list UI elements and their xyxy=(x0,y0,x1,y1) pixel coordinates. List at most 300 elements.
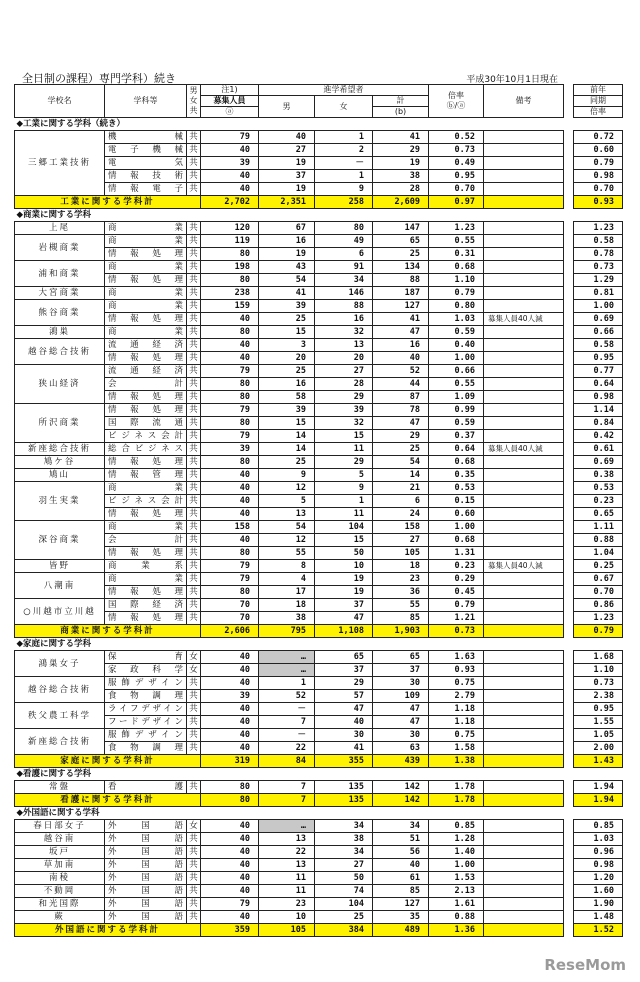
table-row xyxy=(15,469,564,482)
female-count: 41 xyxy=(315,742,373,755)
ratio: 0.45 xyxy=(429,586,484,599)
male-count: 55 xyxy=(259,547,315,560)
gender-type: 共 xyxy=(187,404,201,417)
section-spacer xyxy=(574,807,623,820)
header-dept: 学科等 xyxy=(105,85,187,118)
total-count: 27 xyxy=(373,534,429,547)
table-row xyxy=(15,898,564,911)
total-count: 40 xyxy=(373,859,429,872)
gender-type: 共 xyxy=(187,872,201,885)
total-ratio: 1.38 xyxy=(429,755,484,768)
table-row xyxy=(574,898,623,911)
gender-type: 共 xyxy=(187,690,201,703)
ratio: 1.58 xyxy=(429,742,484,755)
total-ratio: 1.78 xyxy=(429,794,484,807)
gender-type: 共 xyxy=(187,378,201,391)
gender-type: 共 xyxy=(187,482,201,495)
ratio: 0.59 xyxy=(429,326,484,339)
capacity: 40 xyxy=(201,716,259,729)
total-remarks xyxy=(484,924,564,937)
remarks xyxy=(484,430,564,443)
remarks xyxy=(484,690,564,703)
table-row xyxy=(574,651,623,664)
previous-ratio: 1.90 xyxy=(574,898,623,911)
gender-type: 女 xyxy=(187,820,201,833)
capacity: 80 xyxy=(201,547,259,560)
gender-type: 共 xyxy=(187,898,201,911)
department: 家政科学 xyxy=(105,664,187,677)
remarks: 募集人員40人減 xyxy=(484,313,564,326)
department: 外国語 xyxy=(105,859,187,872)
table-row xyxy=(574,677,623,690)
department: 外国語 xyxy=(105,820,187,833)
header-ratio-formula: ⓑ/ⓐ xyxy=(446,101,466,110)
school-name: 狭山経済 xyxy=(15,365,105,404)
table-row xyxy=(574,261,623,274)
previous-ratio: 0.25 xyxy=(574,560,623,573)
previous-ratio: 1.23 xyxy=(574,612,623,625)
table-row xyxy=(15,651,564,664)
total-count: 37 xyxy=(373,664,429,677)
table-row xyxy=(15,261,564,274)
school-name: 深谷商業 xyxy=(15,521,105,560)
department: 情報電子 xyxy=(105,183,187,196)
gender-type: 共 xyxy=(187,469,201,482)
female-count: 5 xyxy=(315,469,373,482)
department: 商業 xyxy=(105,300,187,313)
header-ratio xyxy=(429,85,484,118)
total-remarks xyxy=(484,196,564,209)
male-count: 14 xyxy=(259,430,315,443)
previous-ratio: 1.00 xyxy=(574,300,623,313)
department: 情報処理 xyxy=(105,404,187,417)
section-spacer xyxy=(574,768,623,781)
capacity: 80 xyxy=(201,391,259,404)
remarks xyxy=(484,157,564,170)
total-female: 384 xyxy=(315,924,373,937)
ratio: 1.78 xyxy=(429,781,484,794)
gender-type: 共 xyxy=(187,443,201,456)
table-row xyxy=(15,781,564,794)
female-count: 146 xyxy=(315,287,373,300)
section-title: ◆外国語に関する学科 xyxy=(15,807,564,820)
remarks xyxy=(484,612,564,625)
department: 流通経済 xyxy=(105,339,187,352)
remarks xyxy=(484,469,564,482)
header-prev-1: 前年 xyxy=(574,85,623,96)
previous-ratio: 0.38 xyxy=(574,469,623,482)
capacity: 70 xyxy=(201,612,259,625)
remarks xyxy=(484,911,564,924)
ratio: 1.18 xyxy=(429,716,484,729)
ratio: 0.31 xyxy=(429,248,484,261)
table-row xyxy=(574,170,623,183)
ratio: 0.59 xyxy=(429,417,484,430)
remarks xyxy=(484,716,564,729)
capacity: 40 xyxy=(201,469,259,482)
school-name: 越谷総合技術 xyxy=(15,339,105,365)
total-row xyxy=(574,625,623,638)
female-count: 1 xyxy=(315,170,373,183)
female-count: 40 xyxy=(315,716,373,729)
capacity: 79 xyxy=(201,560,259,573)
table-row xyxy=(574,482,623,495)
table-row xyxy=(574,443,623,456)
table-row xyxy=(574,586,623,599)
department: 電子機械 xyxy=(105,144,187,157)
total-row xyxy=(574,755,623,768)
capacity: 40 xyxy=(201,482,259,495)
total-count: 21 xyxy=(373,482,429,495)
male-count: 54 xyxy=(259,521,315,534)
capacity: 79 xyxy=(201,365,259,378)
ratio: 1.40 xyxy=(429,846,484,859)
total-remarks xyxy=(484,794,564,807)
total-female: 355 xyxy=(315,755,373,768)
capacity: 80 xyxy=(201,781,259,794)
gender-type: 共 xyxy=(187,287,201,300)
total-capacity: 359 xyxy=(201,924,259,937)
capacity: 40 xyxy=(201,911,259,924)
male-count: 16 xyxy=(259,235,315,248)
section-title: ◆工業に関する学科（続き） xyxy=(15,118,564,131)
department: 会計 xyxy=(105,534,187,547)
total-male: 2,351 xyxy=(259,196,315,209)
capacity: 80 xyxy=(201,586,259,599)
previous-ratio: 0.64 xyxy=(574,378,623,391)
remarks xyxy=(484,300,564,313)
gender-type: 女 xyxy=(187,664,201,677)
male-count: 4 xyxy=(259,573,315,586)
capacity: 40 xyxy=(201,651,259,664)
previous-ratio: 1.23 xyxy=(574,222,623,235)
male-count: 52 xyxy=(259,690,315,703)
previous-ratio: 0.81 xyxy=(574,287,623,300)
total-previous-ratio: 1.52 xyxy=(574,924,623,937)
gender-type: 共 xyxy=(187,456,201,469)
male-count: 54 xyxy=(259,274,315,287)
male-count: － xyxy=(259,729,315,742)
remarks xyxy=(484,573,564,586)
male-count: 7 xyxy=(259,781,315,794)
table-row xyxy=(15,482,564,495)
ratio: 1.23 xyxy=(429,222,484,235)
gender-type: 共 xyxy=(187,235,201,248)
department: 情報技術 xyxy=(105,170,187,183)
male-count: 18 xyxy=(259,599,315,612)
department: 情報処理 xyxy=(105,352,187,365)
department: 外国語 xyxy=(105,846,187,859)
department: 商業 xyxy=(105,573,187,586)
female-count: 104 xyxy=(315,521,373,534)
gender-type: 共 xyxy=(187,599,201,612)
total-sum: 439 xyxy=(373,755,429,768)
female-count: 15 xyxy=(315,430,373,443)
female-count: 37 xyxy=(315,664,373,677)
capacity: 40 xyxy=(201,729,259,742)
school-name: 上尾 xyxy=(15,222,105,235)
school-name: 大宮商業 xyxy=(15,287,105,300)
male-count: 22 xyxy=(259,846,315,859)
gender-type: 共 xyxy=(187,742,201,755)
capacity: 70 xyxy=(201,599,259,612)
capacity: 159 xyxy=(201,300,259,313)
previous-ratio: 0.77 xyxy=(574,365,623,378)
table-row xyxy=(15,599,564,612)
male-count: 9 xyxy=(259,469,315,482)
department: 情報処理 xyxy=(105,274,187,287)
previous-ratio: 1.48 xyxy=(574,911,623,924)
section-title: ◆家庭に関する学科 xyxy=(15,638,564,651)
male-count: 43 xyxy=(259,261,315,274)
capacity: 158 xyxy=(201,521,259,534)
ratio: 0.79 xyxy=(429,599,484,612)
gender-type: 共 xyxy=(187,586,201,599)
gender-type: 共 xyxy=(187,144,201,157)
school-name: 新座総合技術 xyxy=(15,729,105,755)
previous-ratio: 0.73 xyxy=(574,261,623,274)
total-count: 87 xyxy=(373,391,429,404)
department: 商業系 xyxy=(105,560,187,573)
department: 商業 xyxy=(105,235,187,248)
previous-ratio: 0.88 xyxy=(574,534,623,547)
remarks xyxy=(484,898,564,911)
table-row xyxy=(574,430,623,443)
school-name: 鴻巣 xyxy=(15,326,105,339)
male-count: 22 xyxy=(259,742,315,755)
total-count: 52 xyxy=(373,365,429,378)
male-count: … xyxy=(259,664,315,677)
total-count: 29 xyxy=(373,430,429,443)
total-capacity: 319 xyxy=(201,755,259,768)
table-row xyxy=(574,326,623,339)
male-count: 11 xyxy=(259,885,315,898)
total-capacity: 2,606 xyxy=(201,625,259,638)
ratio: 0.60 xyxy=(429,508,484,521)
male-count: － xyxy=(259,703,315,716)
capacity: 80 xyxy=(201,378,259,391)
department: 電気 xyxy=(105,157,187,170)
female-count: 38 xyxy=(315,833,373,846)
header-school: 学校名 xyxy=(15,85,105,118)
previous-ratio: 1.55 xyxy=(574,716,623,729)
ratio: 0.53 xyxy=(429,482,484,495)
department: 国際流通 xyxy=(105,417,187,430)
table-row xyxy=(15,521,564,534)
department: 商業 xyxy=(105,482,187,495)
table-row xyxy=(574,547,623,560)
remarks xyxy=(484,456,564,469)
total-count: 109 xyxy=(373,690,429,703)
total-count: 54 xyxy=(373,456,429,469)
ratio: 0.75 xyxy=(429,677,484,690)
capacity: 40 xyxy=(201,352,259,365)
total-count: 55 xyxy=(373,599,429,612)
remarks xyxy=(484,599,564,612)
ratio: 0.55 xyxy=(429,235,484,248)
gender-type: 共 xyxy=(187,352,201,365)
table-row xyxy=(15,326,564,339)
male-count: 67 xyxy=(259,222,315,235)
male-count: 27 xyxy=(259,144,315,157)
gender-type: 共 xyxy=(187,846,201,859)
previous-ratio: 0.58 xyxy=(574,235,623,248)
female-count: 135 xyxy=(315,781,373,794)
section-header xyxy=(15,209,564,222)
ratio: 1.00 xyxy=(429,352,484,365)
previous-ratio: 0.42 xyxy=(574,430,623,443)
table-row xyxy=(15,703,564,716)
total-count: 28 xyxy=(373,183,429,196)
capacity: 39 xyxy=(201,157,259,170)
table-row xyxy=(574,859,623,872)
header-applicants: 進学希望者 xyxy=(259,85,429,96)
total-count: 127 xyxy=(373,300,429,313)
school-name: 越谷南 xyxy=(15,833,105,846)
gender-type: 女 xyxy=(187,651,201,664)
female-count: 28 xyxy=(315,378,373,391)
female-count: 29 xyxy=(315,456,373,469)
remarks xyxy=(484,833,564,846)
table-row xyxy=(574,456,623,469)
male-count: 20 xyxy=(259,352,315,365)
previous-ratio: 0.65 xyxy=(574,508,623,521)
total-count: 35 xyxy=(373,911,429,924)
previous-ratio: 0.60 xyxy=(574,144,623,157)
table-row xyxy=(574,274,623,287)
total-count: 85 xyxy=(373,612,429,625)
remarks xyxy=(484,677,564,690)
total-capacity: 80 xyxy=(201,794,259,807)
section-header xyxy=(15,807,564,820)
total-count: 85 xyxy=(373,885,429,898)
gender-type: 共 xyxy=(187,248,201,261)
department: 保育 xyxy=(105,651,187,664)
ratio: 0.66 xyxy=(429,365,484,378)
total-female: 258 xyxy=(315,196,373,209)
previous-ratio: 0.23 xyxy=(574,495,623,508)
gender-type: 共 xyxy=(187,326,201,339)
school-name: 熊谷商業 xyxy=(15,300,105,326)
remarks xyxy=(484,885,564,898)
school-name: 越谷総合技術 xyxy=(15,677,105,703)
table-row xyxy=(574,391,623,404)
section-header xyxy=(15,638,564,651)
female-count: 1 xyxy=(315,131,373,144)
ratio: 1.31 xyxy=(429,547,484,560)
previous-ratio: 0.66 xyxy=(574,326,623,339)
table-row xyxy=(574,716,623,729)
department: 服飾デザイン xyxy=(105,677,187,690)
total-count: 6 xyxy=(373,495,429,508)
gender-type: 共 xyxy=(187,300,201,313)
capacity: 39 xyxy=(201,443,259,456)
ratio: 0.85 xyxy=(429,820,484,833)
gender-type: 共 xyxy=(187,157,201,170)
gender-type: 共 xyxy=(187,703,201,716)
previous-ratio: 1.11 xyxy=(574,521,623,534)
ratio: 0.35 xyxy=(429,469,484,482)
female-count: － xyxy=(315,157,373,170)
header-prev-3: 倍率 xyxy=(574,107,623,118)
remarks xyxy=(484,820,564,833)
total-count: 134 xyxy=(373,261,429,274)
capacity: 40 xyxy=(201,508,259,521)
total-count: 25 xyxy=(373,443,429,456)
ratio: 0.70 xyxy=(429,183,484,196)
total-previous-ratio: 0.79 xyxy=(574,625,623,638)
female-count: 29 xyxy=(315,677,373,690)
female-count: 27 xyxy=(315,365,373,378)
gender-type: 共 xyxy=(187,547,201,560)
gender-type: 共 xyxy=(187,677,201,690)
previous-ratio: 0.96 xyxy=(574,846,623,859)
ratio: 0.68 xyxy=(429,261,484,274)
previous-ratio: 0.84 xyxy=(574,417,623,430)
total-remarks xyxy=(484,755,564,768)
school-name: 八潮南 xyxy=(15,573,105,599)
female-count: 32 xyxy=(315,417,373,430)
gender-type: 共 xyxy=(187,573,201,586)
total-count: 142 xyxy=(373,781,429,794)
ratio: 0.23 xyxy=(429,560,484,573)
ratio: 1.21 xyxy=(429,612,484,625)
total-count: 78 xyxy=(373,404,429,417)
total-count: 187 xyxy=(373,287,429,300)
table-row xyxy=(15,820,564,833)
capacity: 80 xyxy=(201,326,259,339)
ratio: 2.13 xyxy=(429,885,484,898)
ratio: 0.55 xyxy=(429,378,484,391)
gender-type: 共 xyxy=(187,508,201,521)
total-label: 工業に関する学科計 xyxy=(15,196,201,209)
ratio: 1.18 xyxy=(429,703,484,716)
table-row xyxy=(574,157,623,170)
total-female: 135 xyxy=(315,794,373,807)
department: 商業 xyxy=(105,287,187,300)
ratio: 2.79 xyxy=(429,690,484,703)
female-count: 20 xyxy=(315,352,373,365)
previous-ratio: 0.72 xyxy=(574,131,623,144)
table-row xyxy=(574,222,623,235)
school-name: 蕨 xyxy=(15,911,105,924)
table-row xyxy=(574,287,623,300)
table-row xyxy=(574,313,623,326)
total-male: 84 xyxy=(259,755,315,768)
table-row xyxy=(574,599,623,612)
female-count: 29 xyxy=(315,391,373,404)
total-count: 23 xyxy=(373,573,429,586)
female-count: 47 xyxy=(315,612,373,625)
table-row xyxy=(574,521,623,534)
table-row xyxy=(574,235,623,248)
male-count: … xyxy=(259,651,315,664)
table-row xyxy=(15,573,564,586)
total-previous-ratio: 1.43 xyxy=(574,755,623,768)
table-row xyxy=(15,456,564,469)
gender-type: 共 xyxy=(187,716,201,729)
female-count: 74 xyxy=(315,885,373,898)
remarks xyxy=(484,534,564,547)
school-name: 羽生実業 xyxy=(15,482,105,521)
capacity: 40 xyxy=(201,313,259,326)
header-remarks: 備考 xyxy=(484,85,564,118)
remarks xyxy=(484,547,564,560)
capacity: 80 xyxy=(201,456,259,469)
male-count: 1 xyxy=(259,677,315,690)
table-row xyxy=(574,742,623,755)
table-row xyxy=(574,872,623,885)
